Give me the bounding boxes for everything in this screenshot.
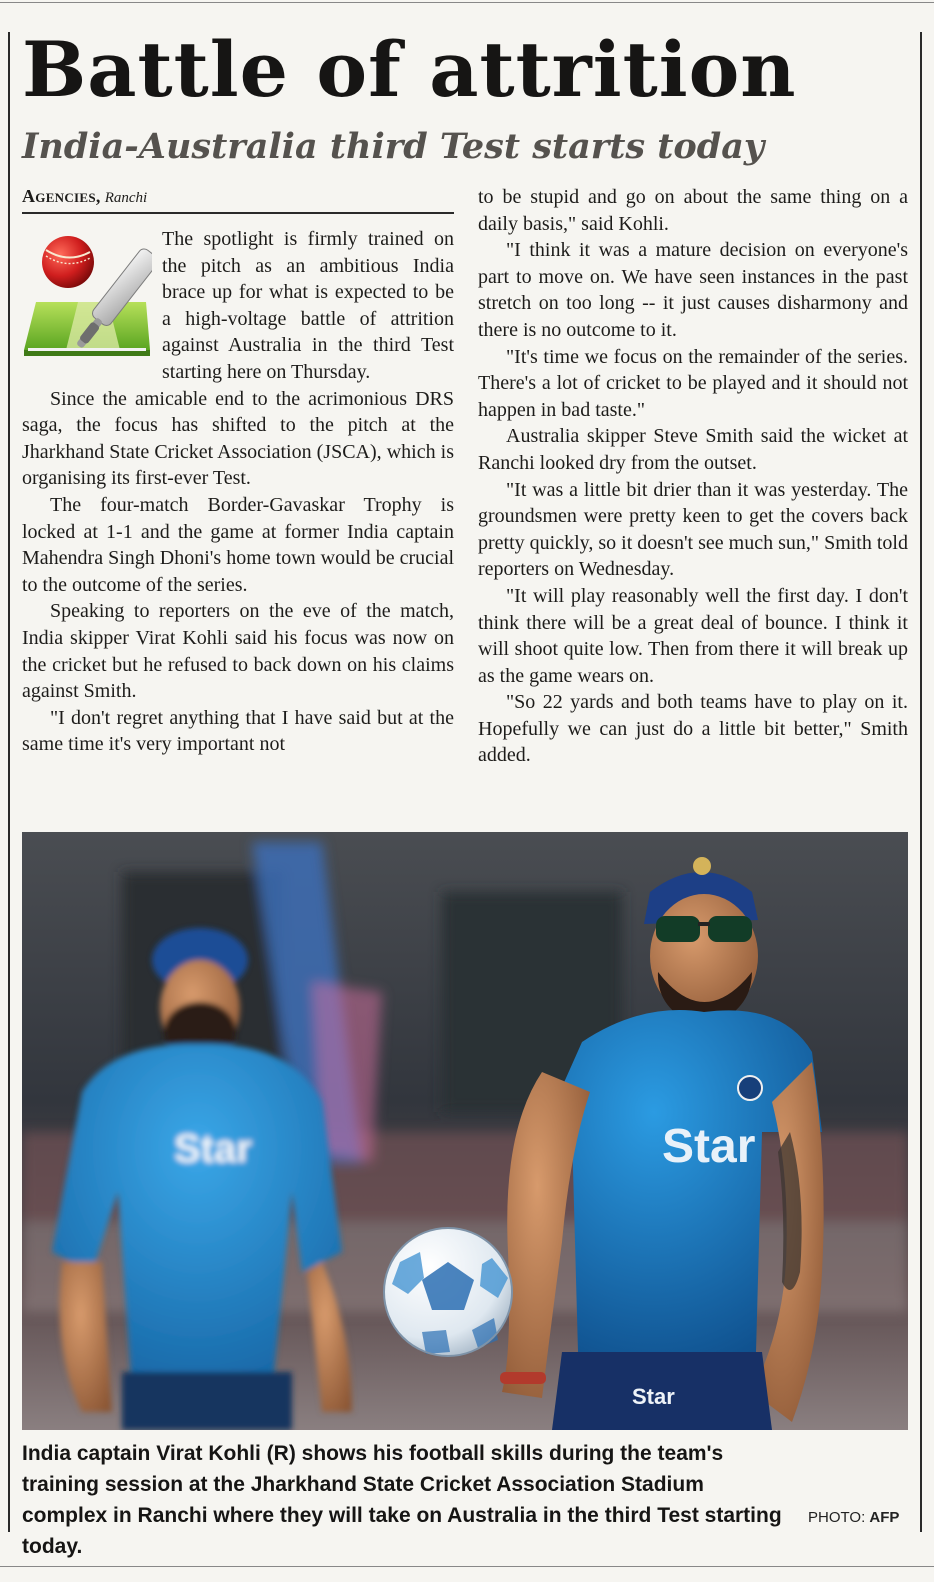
photo-players-training — [22, 832, 908, 1430]
paragraph: "It's time we focus on the remainder of the series. There's a lot of cricket to be played and it should not happen in bad taste." — [478, 345, 908, 421]
photo-credit — [808, 1508, 918, 1528]
bottom-rule — [0, 1566, 934, 1567]
paragraph: The spotlight is firmly trained on the pitch as an ambitious India brace up for what is expected to be a high-voltage battle of attrition against Australia in the third Test starting here on Thursday. — [162, 228, 454, 383]
jersey-text-right: Star — [662, 1120, 756, 1173]
byline — [22, 184, 454, 214]
shorts-text-right: Star — [632, 1384, 675, 1409]
photo-credit-source: AFP — [869, 1509, 900, 1526]
paragraph: Speaking to reporters on the eve of the match, India skipper Virat Kohli said his focus was now on the cricket but he refused to back down on his claims against Smith. — [22, 600, 454, 703]
photo-caption: India captain Virat Kohli (R) shows his football skills during the team's training session at the Jharkhand State Cricket Association Stadium complex in Ranchi where they will take on Australia in the third Test starting today. — [22, 1442, 782, 1558]
paragraph: "It was a little bit drier than it was yesterday. The groundsmen were pretty keen to get the covers back pretty quickly, so it doesn't see much sun," Smith told reporters on Wednesday. — [478, 478, 908, 581]
paragraph: "I don't regret anything that I have said but at the same time it's very important not — [22, 706, 454, 756]
headline: Battle of attrition — [22, 25, 797, 114]
top-rule — [0, 2, 934, 3]
byline-agency: Agencies, — [22, 186, 101, 206]
photo-credit-label: PHOTO: — [808, 1509, 866, 1526]
paragraph: "So 22 yards and both teams have to play on it. Hopefully we can just do a little bit better," Smith added. — [478, 691, 908, 767]
jersey-text-left: Star — [174, 1127, 252, 1171]
paragraph: "I think it was a mature decision on everyone's part to move on. We have seen instances in the past stretch on too long -- it just causes disharmony and there is no outcome to it. — [478, 239, 908, 341]
article-column-left — [22, 226, 454, 822]
paragraph: "It will play reasonably well the first day. I don't think there will be a great deal of bounce. I think it will shoot quite low. Then from there it will break up as the game wears on. — [478, 584, 908, 687]
left-rule — [8, 32, 10, 1532]
article-column-right — [478, 184, 908, 820]
paragraph: The four-match Border-Gavaskar Trophy is locked at 1-1 and the game at former India captain Mahendra Singh Dhoni's home town would be crucial to the outcome of the series. — [22, 493, 454, 596]
paragraph: Australia skipper Steve Smith said the wicket at Ranchi looked dry from the outset. — [478, 425, 908, 474]
subhead: India-Australia third Test starts today — [22, 126, 765, 167]
paragraph: Since the amicable end to the acrimonious DRS saga, the focus has shifted to the pitch at the Jharkhand State Cricket Association (JSCA), which is organising its first-ever Test. — [22, 387, 454, 490]
paragraph: to be stupid and go on about the same thing on a daily basis," said Kohli. — [478, 186, 908, 235]
right-rule — [920, 32, 922, 1532]
byline-place: Ranchi — [104, 190, 148, 206]
cricket-ball-bat-pitch-icon — [22, 230, 152, 366]
